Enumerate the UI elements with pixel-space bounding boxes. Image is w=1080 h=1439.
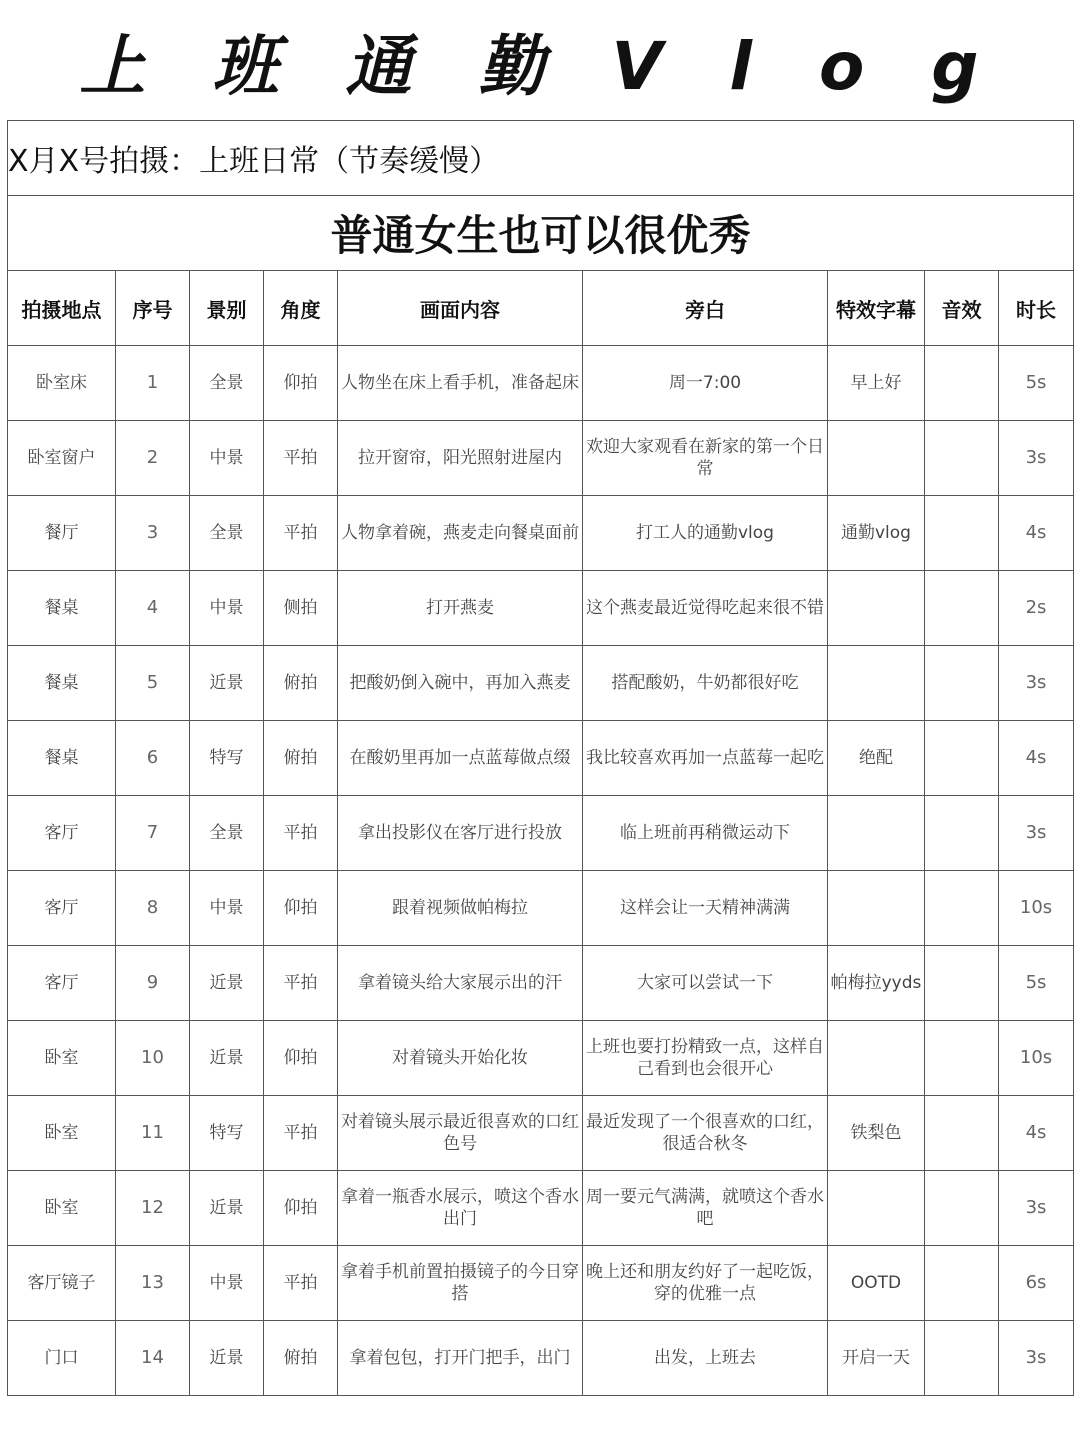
cell-duration: 5s (999, 946, 1074, 1021)
cell-narration: 上班也要打扮精致一点，这样自己看到也会很开心 (583, 1021, 828, 1096)
header-sound: 音效 (925, 271, 999, 346)
cell-content: 人物坐在床上看手机，准备起床 (338, 346, 583, 421)
cell-shot-size: 近景 (190, 946, 264, 1021)
cell-location: 门口 (8, 1321, 116, 1396)
cell-duration: 2s (999, 571, 1074, 646)
cell-narration: 周一7:00 (583, 346, 828, 421)
date-row (8, 121, 1074, 196)
cell-angle: 仰拍 (264, 871, 338, 946)
cell-caption: 绝配 (828, 721, 925, 796)
cell-number: 14 (116, 1321, 190, 1396)
cell-number: 8 (116, 871, 190, 946)
cell-shot-size: 全景 (190, 796, 264, 871)
cell-number: 12 (116, 1171, 190, 1246)
header-angle: 角度 (264, 271, 338, 346)
cell-angle: 侧拍 (264, 571, 338, 646)
cell-angle: 仰拍 (264, 1171, 338, 1246)
cell-content: 跟着视频做帕梅拉 (338, 871, 583, 946)
cell-sound (925, 1246, 999, 1321)
header-number: 序号 (116, 271, 190, 346)
cell-angle: 平拍 (264, 421, 338, 496)
shot-list-table (7, 120, 1074, 1396)
cell-location: 餐桌 (8, 571, 116, 646)
cell-shot-size: 特写 (190, 1096, 264, 1171)
cell-caption: OOTD (828, 1246, 925, 1321)
table-row (8, 1021, 1074, 1096)
cell-narration: 打工人的通勤vlog (583, 496, 828, 571)
cell-caption: 早上好 (828, 346, 925, 421)
cell-location: 卧室 (8, 1096, 116, 1171)
cell-duration: 10s (999, 1021, 1074, 1096)
cell-duration: 10s (999, 871, 1074, 946)
cell-sound (925, 1171, 999, 1246)
cell-duration: 3s (999, 1171, 1074, 1246)
cell-sound (925, 346, 999, 421)
cell-caption (828, 796, 925, 871)
cell-location: 客厅镜子 (8, 1246, 116, 1321)
cell-content: 把酸奶倒入碗中，再加入燕麦 (338, 646, 583, 721)
cell-sound (925, 1021, 999, 1096)
table-row (8, 496, 1074, 571)
cell-narration: 临上班前再稍微运动下 (583, 796, 828, 871)
cell-number: 10 (116, 1021, 190, 1096)
cell-location: 餐厅 (8, 496, 116, 571)
cell-location: 客厅 (8, 796, 116, 871)
cell-content: 拿着包包，打开门把手，出门 (338, 1321, 583, 1396)
cell-duration: 3s (999, 796, 1074, 871)
cell-shot-size: 近景 (190, 1171, 264, 1246)
cell-location: 卧室窗户 (8, 421, 116, 496)
cell-sound (925, 796, 999, 871)
cell-number: 3 (116, 496, 190, 571)
cell-location: 客厅 (8, 871, 116, 946)
cell-shot-size: 中景 (190, 421, 264, 496)
cell-number: 1 (116, 346, 190, 421)
cell-shot-size: 中景 (190, 1246, 264, 1321)
cell-number: 4 (116, 571, 190, 646)
slogan: 普通女生也可以很优秀 (8, 196, 1074, 271)
cell-number: 7 (116, 796, 190, 871)
cell-content: 在酸奶里再加一点蓝莓做点缀 (338, 721, 583, 796)
cell-duration: 4s (999, 496, 1074, 571)
table-row (8, 1321, 1074, 1396)
cell-number: 5 (116, 646, 190, 721)
page-title: 上 班 通 勤 V l o g (79, 28, 1001, 105)
table-row (8, 721, 1074, 796)
cell-caption: 铁梨色 (828, 1096, 925, 1171)
header-narration: 旁白 (583, 271, 828, 346)
cell-content: 拉开窗帘，阳光照射进屋内 (338, 421, 583, 496)
cell-angle: 俯拍 (264, 721, 338, 796)
cell-sound (925, 1096, 999, 1171)
cell-location: 卧室床 (8, 346, 116, 421)
cell-angle: 平拍 (264, 1246, 338, 1321)
cell-angle: 仰拍 (264, 346, 338, 421)
cell-location: 卧室 (8, 1171, 116, 1246)
cell-duration: 3s (999, 1321, 1074, 1396)
cell-sound (925, 871, 999, 946)
cell-narration: 我比较喜欢再加一点蓝莓一起吃 (583, 721, 828, 796)
cell-duration: 3s (999, 646, 1074, 721)
cell-caption: 通勤vlog (828, 496, 925, 571)
table-row (8, 646, 1074, 721)
header-caption: 特效字幕 (828, 271, 925, 346)
cell-duration: 6s (999, 1246, 1074, 1321)
cell-shot-size: 全景 (190, 346, 264, 421)
cell-narration: 欢迎大家观看在新家的第一个日常 (583, 421, 828, 496)
cell-shot-size: 近景 (190, 1021, 264, 1096)
cell-number: 11 (116, 1096, 190, 1171)
cell-sound (925, 1321, 999, 1396)
header-location: 拍摄地点 (8, 271, 116, 346)
cell-shot-size: 中景 (190, 571, 264, 646)
cell-shot-size: 近景 (190, 1321, 264, 1396)
cell-sound (925, 421, 999, 496)
cell-caption (828, 871, 925, 946)
cell-shot-size: 全景 (190, 496, 264, 571)
cell-number: 6 (116, 721, 190, 796)
cell-location: 餐桌 (8, 721, 116, 796)
cell-caption (828, 1171, 925, 1246)
cell-sound (925, 946, 999, 1021)
cell-angle: 俯拍 (264, 646, 338, 721)
cell-duration: 4s (999, 721, 1074, 796)
cell-shot-size: 近景 (190, 646, 264, 721)
cell-narration: 这样会让一天精神满满 (583, 871, 828, 946)
cell-content: 拿着一瓶香水展示，喷这个香水出门 (338, 1171, 583, 1246)
cell-narration: 晚上还和朋友约好了一起吃饭，穿的优雅一点 (583, 1246, 828, 1321)
cell-caption: 开启一天 (828, 1321, 925, 1396)
cell-narration: 搭配酸奶，牛奶都很好吃 (583, 646, 828, 721)
cell-duration: 3s (999, 421, 1074, 496)
cell-angle: 俯拍 (264, 1321, 338, 1396)
table-row (8, 571, 1074, 646)
table-row (8, 346, 1074, 421)
cell-sound (925, 571, 999, 646)
table-row (8, 421, 1074, 496)
cell-shot-size: 中景 (190, 871, 264, 946)
cell-content: 对着镜头开始化妆 (338, 1021, 583, 1096)
header-shot-size: 景别 (190, 271, 264, 346)
cell-narration: 出发，上班去 (583, 1321, 828, 1396)
cell-shot-size: 特写 (190, 721, 264, 796)
cell-content: 拿着镜头给大家展示出的汗 (338, 946, 583, 1021)
date-line: X月X号拍摄：上班日常（节奏缓慢） (8, 121, 1074, 196)
slogan-row (8, 196, 1074, 271)
cell-number: 13 (116, 1246, 190, 1321)
cell-angle: 平拍 (264, 496, 338, 571)
cell-angle: 平拍 (264, 946, 338, 1021)
table-row (8, 1096, 1074, 1171)
cell-caption (828, 1021, 925, 1096)
header-duration: 时长 (999, 271, 1074, 346)
cell-number: 2 (116, 421, 190, 496)
cell-sound (925, 646, 999, 721)
cell-narration: 周一要元气满满，就喷这个香水吧 (583, 1171, 828, 1246)
cell-narration: 最近发现了一个很喜欢的口红，很适合秋冬 (583, 1096, 828, 1171)
cell-location: 餐桌 (8, 646, 116, 721)
table-row (8, 946, 1074, 1021)
cell-location: 客厅 (8, 946, 116, 1021)
table-row (8, 796, 1074, 871)
cell-caption: 帕梅拉yyds (828, 946, 925, 1021)
cell-sound (925, 721, 999, 796)
cell-narration: 大家可以尝试一下 (583, 946, 828, 1021)
cell-caption (828, 421, 925, 496)
cell-angle: 仰拍 (264, 1021, 338, 1096)
cell-number: 9 (116, 946, 190, 1021)
cell-caption (828, 571, 925, 646)
cell-caption (828, 646, 925, 721)
cell-duration: 5s (999, 346, 1074, 421)
cell-sound (925, 496, 999, 571)
cell-narration: 这个燕麦最近觉得吃起来很不错 (583, 571, 828, 646)
cell-angle: 平拍 (264, 1096, 338, 1171)
cell-location: 卧室 (8, 1021, 116, 1096)
cell-angle: 平拍 (264, 796, 338, 871)
cell-content: 拿出投影仪在客厅进行投放 (338, 796, 583, 871)
cell-content: 对着镜头展示最近很喜欢的口红色号 (338, 1096, 583, 1171)
cell-content: 拿着手机前置拍摄镜子的今日穿搭 (338, 1246, 583, 1321)
header-row (8, 271, 1074, 346)
cell-content: 打开燕麦 (338, 571, 583, 646)
cell-duration: 4s (999, 1096, 1074, 1171)
table-row (8, 871, 1074, 946)
cell-content: 人物拿着碗，燕麦走向餐桌面前 (338, 496, 583, 571)
table-row (8, 1171, 1074, 1246)
header-content: 画面内容 (338, 271, 583, 346)
table-row (8, 1246, 1074, 1321)
